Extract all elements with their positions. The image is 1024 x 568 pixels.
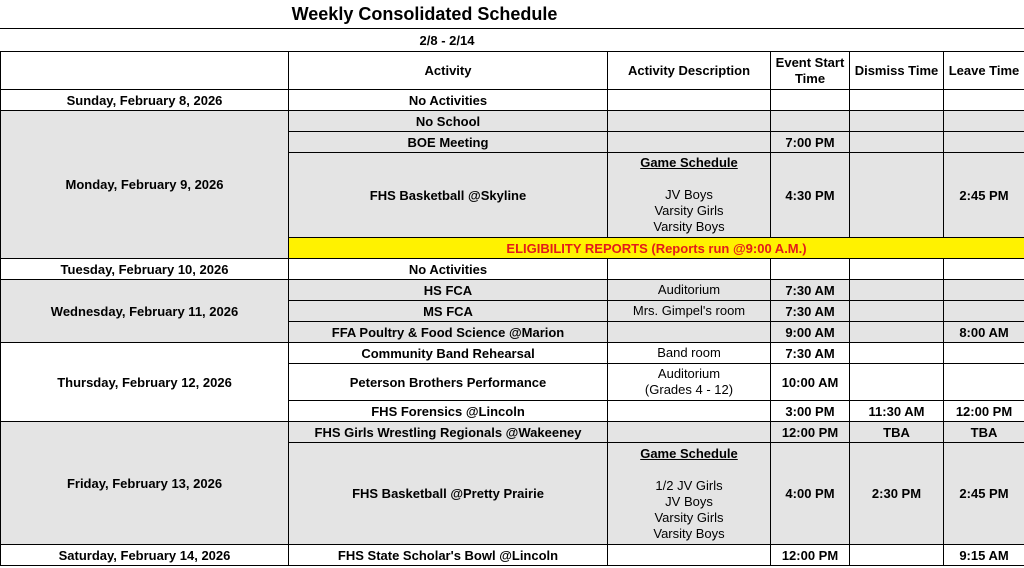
game-line: Varsity Boys — [653, 525, 725, 541]
game-line: Varsity Girls — [654, 509, 724, 525]
start-time-cell: 9:00 AM — [771, 322, 850, 343]
leave-time-cell: 9:15 AM — [944, 545, 1024, 566]
leave-time-cell — [944, 111, 1024, 132]
date-range-row — [0, 28, 1024, 53]
dismiss-time-cell — [850, 322, 944, 343]
activity-cell: FHS Girls Wrestling Regionals @Wakeeney — [289, 422, 608, 443]
description-cell — [608, 322, 771, 343]
start-time-cell: 10:00 AM — [771, 364, 850, 401]
activity-cell: Community Band Rehearsal — [289, 343, 608, 364]
activity-cell: MS FCA — [289, 301, 608, 322]
day-cell: Saturday, February 14, 2026 — [1, 545, 289, 566]
game-line: Varsity Boys — [653, 219, 725, 234]
header-day — [1, 52, 289, 90]
start-time-cell: 7:30 AM — [771, 343, 850, 364]
leave-time-cell — [944, 280, 1024, 301]
start-time-cell: 12:00 PM — [771, 422, 850, 443]
header-event-start-line1: Event Start — [775, 54, 845, 70]
day-cell: Monday, February 9, 2026 — [1, 111, 289, 259]
start-time-cell: 7:00 PM — [771, 132, 850, 153]
leave-time-cell — [944, 259, 1024, 280]
header-description: Activity Description — [608, 52, 771, 90]
dismiss-time-cell — [850, 301, 944, 322]
dismiss-time-cell — [850, 132, 944, 153]
dismiss-time-cell — [850, 364, 944, 401]
dismiss-time-cell: 2:30 PM — [850, 443, 944, 545]
leave-time-cell — [944, 90, 1024, 111]
table-row — [1, 343, 1024, 364]
description-line: Auditorium — [657, 366, 721, 381]
description-line: (Grades 4 - 12) — [644, 382, 734, 397]
leave-time-cell: 2:45 PM — [944, 153, 1024, 238]
activity-cell: FFA Poultry & Food Science @Marion — [289, 322, 608, 343]
start-time-cell: 12:00 PM — [771, 545, 850, 566]
activity-cell: FHS Basketball @Pretty Prairie — [289, 443, 608, 545]
leave-time-cell: 12:00 PM — [944, 401, 1024, 422]
activity-cell: HS FCA — [289, 280, 608, 301]
game-line: 1/2 JV Girls — [655, 477, 723, 493]
day-cell: Tuesday, February 10, 2026 — [1, 259, 289, 280]
description-cell — [608, 90, 771, 111]
dismiss-time-cell — [850, 545, 944, 566]
page-title: Weekly Consolidated Schedule — [291, 4, 558, 24]
activity-cell: FHS Forensics @Lincoln — [289, 401, 608, 422]
leave-time-cell: TBA — [944, 422, 1024, 443]
description-cell — [608, 153, 771, 238]
table-row — [1, 259, 1024, 280]
title-row — [0, 0, 1024, 28]
activity-cell: No Activities — [289, 90, 608, 111]
description-cell: Auditorium — [608, 280, 771, 301]
activity-cell: Peterson Brothers Performance — [289, 364, 608, 401]
table-row — [1, 111, 1024, 132]
leave-time-cell: 8:00 AM — [944, 322, 1024, 343]
header-dismiss: Dismiss Time — [850, 52, 944, 90]
table-row — [1, 90, 1024, 111]
dismiss-time-cell — [850, 153, 944, 238]
eligibility-banner: ELIGIBILITY REPORTS (Reports run @9:00 A.M.) — [289, 238, 1024, 259]
day-cell: Sunday, February 8, 2026 — [1, 90, 289, 111]
activity-cell: No School — [289, 111, 608, 132]
schedule-table — [0, 51, 1024, 566]
description-cell — [608, 545, 771, 566]
start-time-cell: 3:00 PM — [771, 401, 850, 422]
leave-time-cell — [944, 301, 1024, 322]
leave-time-cell — [944, 343, 1024, 364]
header-event-start — [771, 52, 850, 90]
description-cell — [608, 364, 771, 401]
leave-time-cell — [944, 132, 1024, 153]
date-range: 2/8 - 2/14 — [419, 33, 475, 48]
table-row — [1, 280, 1024, 301]
activity-cell: BOE Meeting — [289, 132, 608, 153]
leave-time-cell: 2:45 PM — [944, 443, 1024, 545]
description-cell — [608, 111, 771, 132]
description-cell — [608, 132, 771, 153]
description-cell — [608, 422, 771, 443]
dismiss-time-cell — [850, 343, 944, 364]
start-time-cell — [771, 90, 850, 111]
start-time-cell: 7:30 AM — [771, 301, 850, 322]
description-cell — [608, 401, 771, 422]
activity-cell: FHS State Scholar's Bowl @Lincoln — [289, 545, 608, 566]
start-time-cell: 4:00 PM — [771, 443, 850, 545]
start-time-cell: 4:30 PM — [771, 153, 850, 238]
game-line: Varsity Girls — [654, 203, 724, 218]
header-activity: Activity — [289, 52, 608, 90]
game-line: JV Boys — [665, 187, 713, 202]
description-cell — [608, 259, 771, 280]
start-time-cell — [771, 259, 850, 280]
dismiss-time-cell — [850, 259, 944, 280]
table-row — [1, 422, 1024, 443]
game-schedule-heading: Game Schedule — [640, 155, 738, 170]
leave-time-cell — [944, 364, 1024, 401]
header-event-start-line2: Time — [794, 70, 826, 86]
description-cell — [608, 443, 771, 545]
description-cell: Band room — [608, 343, 771, 364]
dismiss-time-cell — [850, 111, 944, 132]
start-time-cell: 7:30 AM — [771, 280, 850, 301]
day-cell: Wednesday, February 11, 2026 — [1, 280, 289, 343]
game-schedule-heading: Game Schedule — [640, 445, 738, 461]
activity-cell: FHS Basketball @Skyline — [289, 153, 608, 238]
dismiss-time-cell — [850, 90, 944, 111]
start-time-cell — [771, 111, 850, 132]
day-cell: Thursday, February 12, 2026 — [1, 343, 289, 422]
activity-cell: No Activities — [289, 259, 608, 280]
game-line: JV Boys — [665, 493, 713, 509]
day-cell: Friday, February 13, 2026 — [1, 422, 289, 545]
dismiss-time-cell: 11:30 AM — [850, 401, 944, 422]
dismiss-time-cell — [850, 280, 944, 301]
description-cell: Mrs. Gimpel's room — [608, 301, 771, 322]
header-leave: Leave Time — [944, 52, 1024, 90]
table-row — [1, 545, 1024, 566]
dismiss-time-cell: TBA — [850, 422, 944, 443]
header-row — [1, 52, 1024, 90]
